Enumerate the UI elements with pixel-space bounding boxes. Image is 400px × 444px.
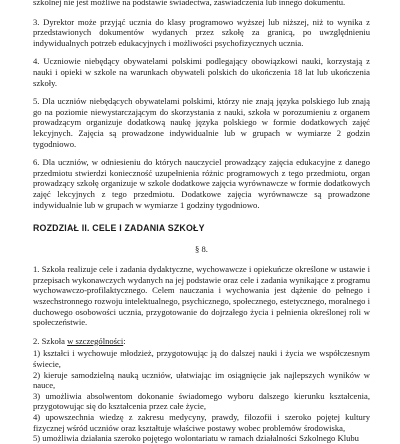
intro-suffix: :: [123, 335, 126, 346]
document-body: [33, 0, 370, 444]
list-item: 2) kieruje samodzielną nauką uczniów, ułatwiając im osiągnięcie jak najlepszych wyników w nauce,: [33, 369, 370, 391]
list-item: 5) umożliwia działania szeroko pojętego wolontariatu w ramach działalności Szkolnego Klubu: [33, 433, 359, 444]
section-paragraph-2-intro: [33, 336, 370, 347]
paragraph-5: 5. Dla uczniów niebędących obywatelami polskimi, którzy nie znają języka polskiego lub znają go na poziomie niewystarczającym do skorzystania z nauki, szkoła w porozumieniu z organem prowadzącym organizuje dodatkową naukę języka polskiego w formie dodatkowych zajęć lekcyjnych. Zajęcia są prowadzone indywidualnie lub w grupach w wymiarze 2 godzin tygodniowo.: [33, 96, 370, 149]
intro-prefix: 2. Szkoła: [33, 335, 68, 346]
list-item: 3) umożliwia absolwentom dokonanie świadomego wyboru dalszego kierunku kształcenia, przygotowując się do kształcenia przez całe życie,: [33, 390, 370, 412]
list-item: 1) kształci i wychowuje młodzież, przygotowując ją do dalszej nauki i życia we współczesnym świecie,: [33, 348, 370, 370]
continued-paragraph-end: szkolnej nie jest możliwe na podstawie świadectwa, zaświadczenia lub innego dokumentu.: [33, 0, 346, 7]
tasks-list: [33, 348, 370, 443]
section-mark: § 8.: [195, 243, 208, 254]
paragraph-4: 4. Uczniowie niebędący obywatelami polskimi podlegający obowiązkowi nauki, korzystają z nauki i opieki w szkole na warunkach obywateli polskich do ukończenia 18 lat lub ukończenia szkoły.: [33, 56, 370, 88]
intro-underlined: w szczególności: [67, 335, 124, 346]
section-paragraph-1: 1. Szkoła realizuje cele i zadania dydaktyczne, wychowawcze i opiekuńcze określone w ustawie i przepisach wykonawczych wydanych na jej podstawie oraz cele i zadania wynikające z programu wychowawczo-profilaktycznego. Celem nauczania i wychowania jest dążenie do pełnego i wszechstronnego rozwoju intelektualnego, psychicznego, społecznego, estetycznego, moralnego i duchowego osobowości ucznia, przygotowanie do dojrzałego życia i pełnienia określonej roli w społeczeństwie.: [33, 264, 370, 328]
paragraph-3: 3. Dyrektor może przyjąć ucznia do klasy programowo wyższej lub niższej, niż to wynika z przedstawionych dokumentów wydanych przez szkołę za granicą, po uwzględnieniu indywidualnych potrzeb edukacyjnych i możliwości psychofizycznych ucznia.: [33, 16, 370, 48]
paragraph-6: 6. Dla uczniów, w odniesieniu do których nauczyciel prowadzący zajęcia edukacyjne z danego przedmiotu stwierdzi konieczność uzupełnienia różnic programowych z tego przedmiotu, organ prowadzący szkołę organizuje w szkole dodatkowe zajęcia wyrównawcze w formie dodatkowych zajęć lekcyjnych z tego przedmiotu. Dodatkowe zajęcia wyrównawcze są prowadzone indywidualnie lub w grupach w wymiarze 1 godziny tygodniowo.: [33, 157, 370, 210]
chapter-heading: ROZDZIAŁ II. CELE I ZADANIA SZKOŁY: [33, 223, 205, 234]
list-item: 4) upowszechnia wiedzę z zakresu medycyny, prawdy, filozofii i szeroko pojętej kultury fizycznej wśród uczniów oraz kształtuje właściwe postawy wobec problemów środowiska,: [33, 412, 370, 433]
